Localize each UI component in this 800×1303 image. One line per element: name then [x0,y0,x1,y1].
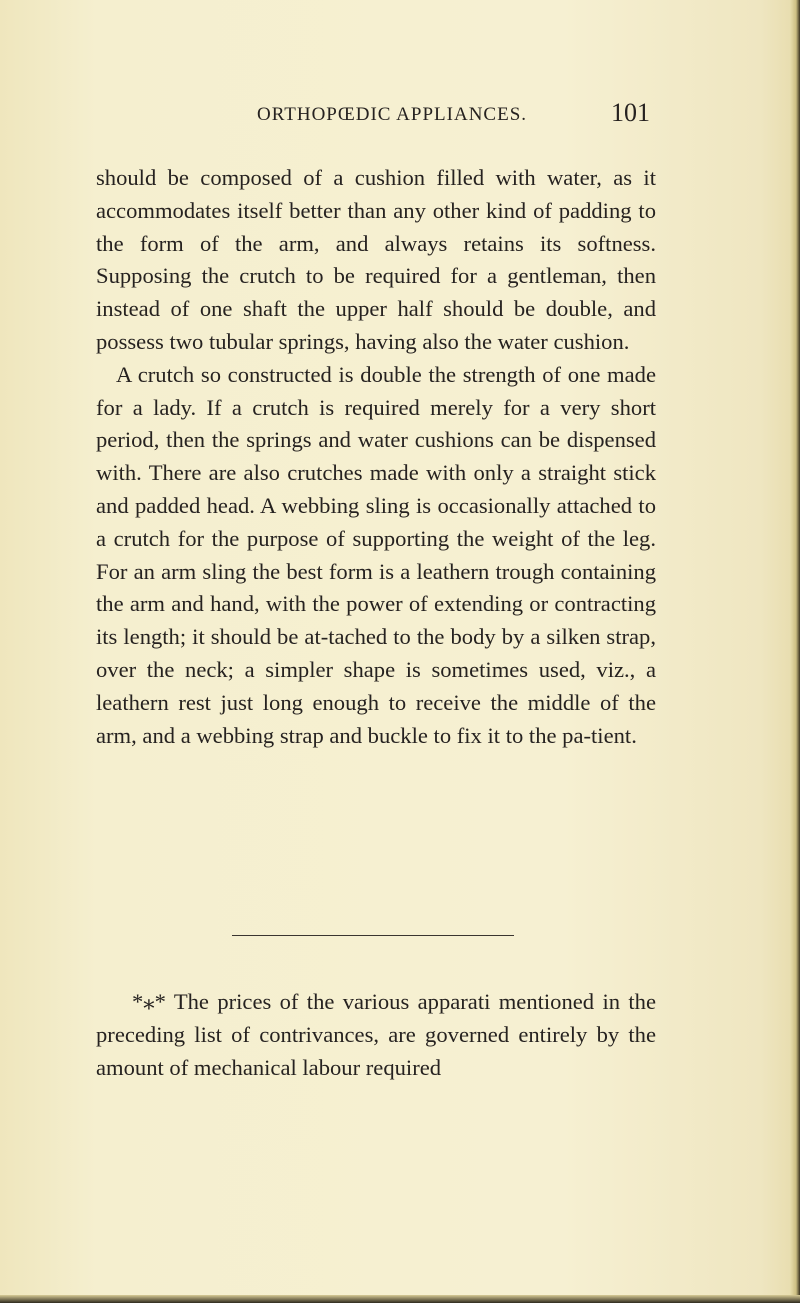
paragraph-crutch-cushion: should be composed of a cushion filled with water, as it accommodates itself better than any other kind of padding to the form of the arm, and always retains its softness. Supposing the crutch to be required for a gentleman, then instead of one shaft the upper half should be double, and possess two tubular springs, having also the water cushion. [96,165,656,354]
page-edge-bottom [0,1295,800,1303]
page-header [0,100,800,130]
body-text [96,162,656,752]
prices-note [96,985,656,1084]
page-edge-right [790,0,800,1303]
running-title: ORTHOPŒDIC APPLIANCES. [257,104,528,125]
section-divider [232,935,514,936]
page-number: 101 [611,98,650,127]
prices-note-text: *⁎* The prices of the various apparati mentioned in the preceding list of contrivances, are governed entirely by the amount of mechanical labour required [96,989,656,1080]
paragraph-crutch-strength: A crutch so constructed is double the strength of one made for a lady. If a crutch is required merely for a very short period, then the springs and water cushions can be dispensed with. There are also crutches made with only a straight stick and padded head. A webbing sling is occasionally attached to a crutch for the purpose of supporting the weight of the leg. For an arm sling the best form is a leathern trough containing the arm and hand, with the power of extending or contracting its length; it should be at-tached to the body by a silken strap, over the neck; a simpler shape is sometimes used, viz., a leathern rest just long enough to receive the middle of the arm, and a webbing strap and buckle to fix it to the pa-tient. [96,361,656,748]
